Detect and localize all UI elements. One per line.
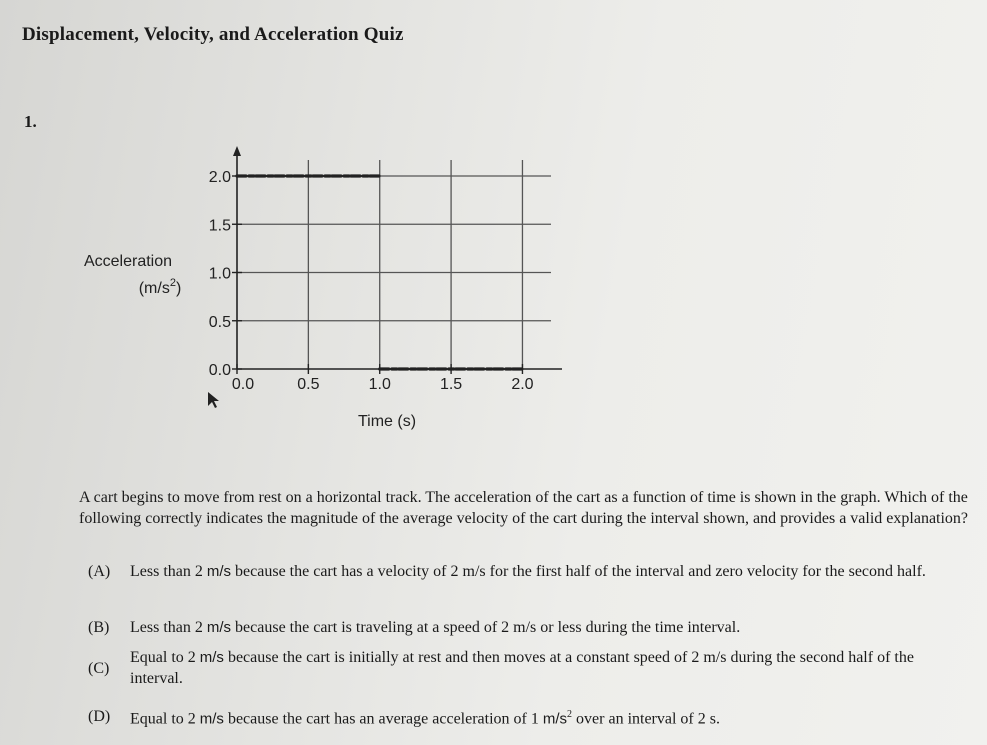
y-tick-label: 1.5 [208,217,231,235]
y-tick-label: 1.0 [208,265,231,283]
cursor-pointer-icon [208,392,219,408]
choice-a-text: Less than 2 m/s because the cart has a velocity of 2 m/s for the first half of the interval and zero velocity for the second half. [130,563,926,580]
choice-d-text: Equal to 2 m/s because the cart has an average acceleration of 1 $m/s^2$ over an interval of 2 s. [130,709,720,728]
choice-a[interactable] [88,561,970,582]
choice-c-text: Equal to 2 m/s because the cart is initially at rest and then moves at a constant speed of 2 m/s during the second half of the interval. [130,649,914,687]
chart-axes [232,146,562,374]
y-axis-label: Acceleration [83,253,173,270]
choice-b[interactable] [88,617,970,638]
choice-d-letter: (D) [88,708,111,726]
x-tick-label: 1.0 [368,376,391,393]
x-tick-label: 0.0 [231,376,255,393]
question-number: 1. [24,112,37,131]
y-axis-unit-exp: 2 [169,277,176,289]
y-axis-unit-base: (m/s [138,280,170,297]
question-stem: A cart begins to move from rest on a horizontal track. The acceleration of the cart as a function of time is shown in the graph. Which of the following correctly indicates the magnitude of the average velocity of the cart during the interval shown, and provides a valid explanation? [79,489,969,527]
y-tick-label: 0.5 [208,313,231,331]
y-axis-unit-close: ) [175,280,182,297]
page-title: Displacement, Velocity, and Acceleration Quiz [22,24,404,45]
choice-d[interactable] [88,704,970,729]
choice-b-letter: (B) [88,619,110,636]
y-axis-unit [139,277,182,297]
x-tick-label: 1.5 [439,376,463,393]
chart-grid [237,160,551,369]
y-tick-labels [209,169,231,379]
choice-c-letter: (C) [88,659,110,677]
x-axis-label: Time (s) [357,413,417,430]
choice-b-text: Less than 2 m/s because the cart is traveling at a speed of 2 m/s or less during the time interval. [130,619,741,636]
choice-c[interactable] [88,647,970,689]
x-tick-label: 2.0 [511,376,534,393]
y-tick-label: 2.0 [208,169,231,186]
choice-a-letter: (A) [88,563,111,580]
x-tick-labels [232,376,534,393]
y-tick-label: 0.0 [208,362,231,379]
y-axis-arrow [233,146,241,156]
x-tick-label: 0.5 [297,376,320,393]
